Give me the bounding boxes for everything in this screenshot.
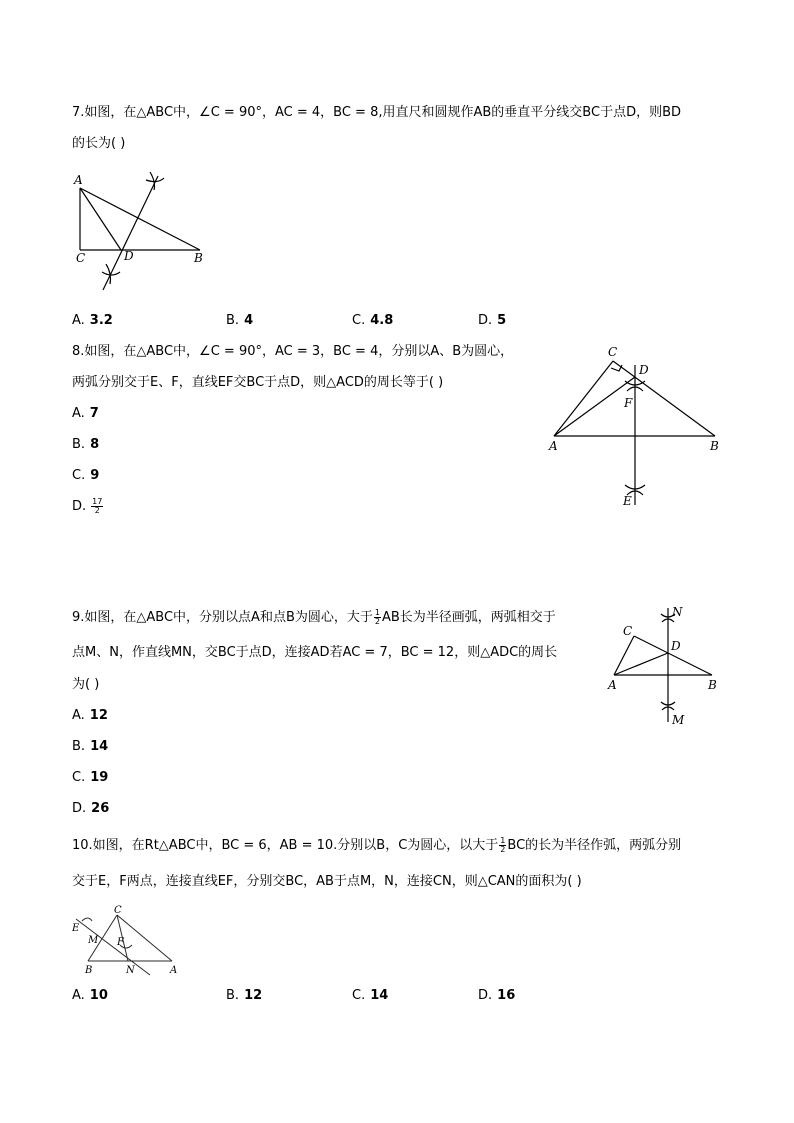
- q9-label-d: D: [671, 639, 681, 653]
- q8-option-d[interactable]: [72, 498, 104, 516]
- q9-option-b-value: 14: [90, 739, 109, 754]
- q10-option-d-letter: D.: [478, 988, 493, 1003]
- q7-option-a-value: 3.2: [89, 313, 113, 328]
- q10-fraction-half: [499, 837, 506, 854]
- q8-stem-line1: 8.如图，在△ABC中，∠C = 90°，AC = 3，BC = 4，分别以A、B为圆心，: [72, 344, 514, 359]
- q9-option-c-value: 19: [90, 770, 109, 785]
- q9-option-c[interactable]: [72, 769, 108, 787]
- q10-option-b[interactable]: [226, 987, 262, 1005]
- q9-label-a: A: [608, 678, 617, 692]
- q8-side-ac: [554, 361, 613, 436]
- q9-fraction-denominator: 2: [374, 617, 380, 626]
- q7-option-b[interactable]: [226, 312, 253, 330]
- q10-option-c-value: 14: [370, 988, 389, 1003]
- q10-stem-line1-part1: 10.如图，在Rt△ABC中，BC = 6，AB = 10.分别以B，C为圆心，以大于: [72, 838, 499, 853]
- q7-option-d-value: 5: [497, 313, 507, 328]
- q9-option-b[interactable]: [72, 738, 108, 756]
- q9-stem-line1-part1: 9.如图，在△ABC中，分别以点A和点B为圆心，大于: [72, 610, 373, 625]
- q7-label-c: C: [76, 251, 86, 265]
- q10-stem-line1: [72, 837, 681, 855]
- q7-figure: [70, 168, 220, 298]
- q7-segment-ad: [80, 188, 121, 250]
- q9-label-c: C: [623, 624, 633, 638]
- q9-option-c-letter: C.: [72, 770, 86, 785]
- q10-arc-e: [82, 918, 92, 921]
- q8-option-d-fraction: [91, 498, 103, 515]
- q7-stem-line2: 的长为( ): [72, 136, 126, 151]
- q7-label-a: A: [74, 173, 83, 187]
- q7-stem-line1: 7.如图，在△ABC中，∠C = 90°，AC = 4，BC = 8,用直尺和圆规作AB的垂直平分线交BC于点D，则BD: [72, 105, 682, 120]
- q7-option-a-letter: A.: [72, 313, 85, 328]
- q9-option-d-letter: D.: [72, 801, 87, 816]
- q9-option-b-letter: B.: [72, 739, 86, 754]
- q7-side-ab: [80, 188, 200, 250]
- q9-fraction-half: [374, 609, 381, 626]
- q8-option-b-letter: B.: [72, 437, 86, 452]
- q8-label-e: E: [623, 494, 632, 508]
- q7-option-c-letter: C.: [352, 313, 366, 328]
- q10-side-ca: [117, 915, 172, 961]
- q8-option-d-letter: D.: [72, 499, 87, 514]
- q7-label-b: B: [194, 251, 203, 265]
- q8-label-d: D: [639, 363, 649, 377]
- q10-stem-line2: 交于E，F两点，连接直线EF，分别交BC，AB于点M，N，连接CN，则△CAN的面积为( ): [72, 874, 582, 889]
- q10-option-a-value: 10: [89, 988, 108, 1003]
- q10-option-d[interactable]: [478, 987, 515, 1005]
- q10-label-c: C: [114, 905, 122, 916]
- q9-segment-ad: [614, 653, 668, 675]
- q10-fraction-numerator: 1: [500, 836, 506, 845]
- q9-option-d[interactable]: [72, 800, 109, 818]
- q8-segment-ad: [554, 377, 635, 436]
- q8-option-a[interactable]: [72, 405, 99, 423]
- q9-stem-line1-part2: AB长为半径画弧，两弧相交于: [381, 610, 556, 625]
- q9-option-a-value: 12: [89, 708, 108, 723]
- q8-option-a-value: 7: [89, 406, 99, 421]
- q9-stem-line3: 为( ): [72, 677, 100, 692]
- q10-label-a: A: [170, 965, 178, 976]
- q8-option-d-denominator: 2: [94, 506, 100, 515]
- q9-side-ac: [614, 636, 634, 675]
- q10-label-b: B: [85, 965, 93, 976]
- q7-option-b-letter: B.: [226, 313, 240, 328]
- q10-option-c[interactable]: [352, 987, 388, 1005]
- q8-figure: [545, 343, 730, 513]
- q8-label-c: C: [608, 345, 618, 359]
- q10-label-e: E: [72, 923, 80, 934]
- q10-figure: [70, 903, 182, 978]
- q8-label-f: F: [624, 396, 633, 410]
- q7-option-c-value: 4.8: [370, 313, 394, 328]
- q10-option-b-value: 12: [244, 988, 263, 1003]
- q9-option-a[interactable]: [72, 707, 108, 725]
- q10-label-m: M: [88, 935, 99, 946]
- q10-option-c-letter: C.: [352, 988, 366, 1003]
- q10-option-a[interactable]: [72, 987, 108, 1005]
- q9-fraction-numerator: 1: [374, 608, 380, 617]
- q10-label-n: N: [126, 965, 135, 976]
- q7-option-a[interactable]: [72, 312, 113, 330]
- q8-option-a-letter: A.: [72, 406, 85, 421]
- q8-option-b[interactable]: [72, 436, 99, 454]
- q10-label-f: F: [117, 937, 124, 948]
- q8-option-c[interactable]: [72, 467, 99, 485]
- q8-label-a: A: [549, 439, 558, 453]
- q9-label-n: N: [672, 605, 683, 619]
- q8-label-b: B: [710, 439, 719, 453]
- q9-figure: [604, 600, 729, 730]
- q10-option-b-letter: B.: [226, 988, 240, 1003]
- q10-option-a-letter: A.: [72, 988, 85, 1003]
- q8-stem-line2: 两弧分别交于E、F，直线EF交BC于点D，则△ACD的周长等于( ): [72, 375, 444, 390]
- q9-label-m: M: [672, 713, 685, 727]
- q7-label-d: D: [124, 249, 134, 263]
- q7-option-c[interactable]: [352, 312, 393, 330]
- q9-stem-line2: 点M、N，作直线MN，交BC于点D，连接AD若AC = 7，BC = 12，则△ADC的周长: [72, 645, 558, 660]
- q10-option-d-value: 16: [497, 988, 516, 1003]
- q8-option-d-numerator: 17: [92, 497, 103, 506]
- q10-fraction-denominator: 2: [500, 845, 506, 854]
- q7-option-b-value: 4: [244, 313, 254, 328]
- q8-option-c-letter: C.: [72, 468, 86, 483]
- q7-option-d-letter: D.: [478, 313, 493, 328]
- q10-stem-line1-part2: BC的长为半径作弧，两弧分别: [507, 838, 682, 853]
- q9-stem-line1: [72, 609, 556, 627]
- q7-option-d[interactable]: [478, 312, 506, 330]
- q7-perpendicular-bisector: [103, 176, 158, 290]
- q7-arc-top-1: [146, 178, 164, 182]
- q9-label-b: B: [708, 678, 717, 692]
- q9-option-d-value: 26: [91, 801, 110, 816]
- q8-option-b-value: 8: [90, 437, 100, 452]
- q8-option-c-value: 9: [90, 468, 100, 483]
- q9-option-a-letter: A.: [72, 708, 85, 723]
